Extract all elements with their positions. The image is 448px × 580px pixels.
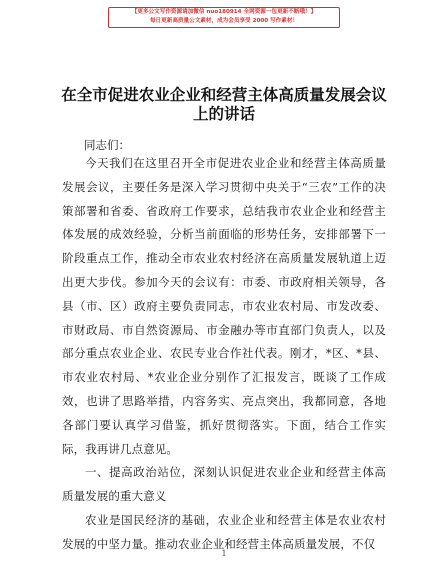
section-heading-1: 一、提高政治站位，深刻认识促进农业企业和经营主体高质量发展的重大意义 <box>62 465 386 504</box>
page-number: 1 <box>221 549 227 558</box>
document-body <box>62 152 386 557</box>
greeting: 同志们： <box>84 138 130 152</box>
document-title: 在全市促进农业企业和经营主体高质量发展会议上的讲话 <box>61 86 387 123</box>
promo-banner-line-2: 每日更新高质量公文素材，成为会员享受 2000 写作素材！ <box>149 18 299 24</box>
promo-banner <box>108 7 340 28</box>
paragraph-section-1: 农业是国民经济的基础，农业企业和经营主体是农业农村发展的中坚力量。推动农业企业和经营主体高质量发展，不仅 <box>62 512 386 551</box>
promo-banner-line-1: 【更多公文写作资源请加微信 nuo180914 全网资源一包更新不断哦！】 <box>131 9 317 15</box>
paragraph-intro: 今天我们在这里召开全市促进农业企业和经营主体高质量发展会议，主要任务是深入学习贯彻中央关于“三农”工作的决策部署和省委、省政府工作要求，总结我市农业企业和经营主体发展的成效经验，分析当前面临的形势任务，安排部署下一阶段重点工作，推动全市农业农村经济在高质量发展轨道上迈出更大步伐。参加今天的会议有：市委、市政府相关领导，各县（市、区）政府主要负责同志，市农业农村局、市发改委、市财政局、市自然资源局、市金融办等市直部门负责人，以及部分重点农业企业、农民专业合作社代表。刚才，*区、*县、市农业农村局、*农业企业分别作了汇报发言，既谈了工作成效，也讲了思路举措，内容务实、亮点突出，我都同意，各地各部门要认真学习借鉴，抓好贯彻落实。下面，结合工作实际，我再讲几点意见。 <box>62 156 386 456</box>
